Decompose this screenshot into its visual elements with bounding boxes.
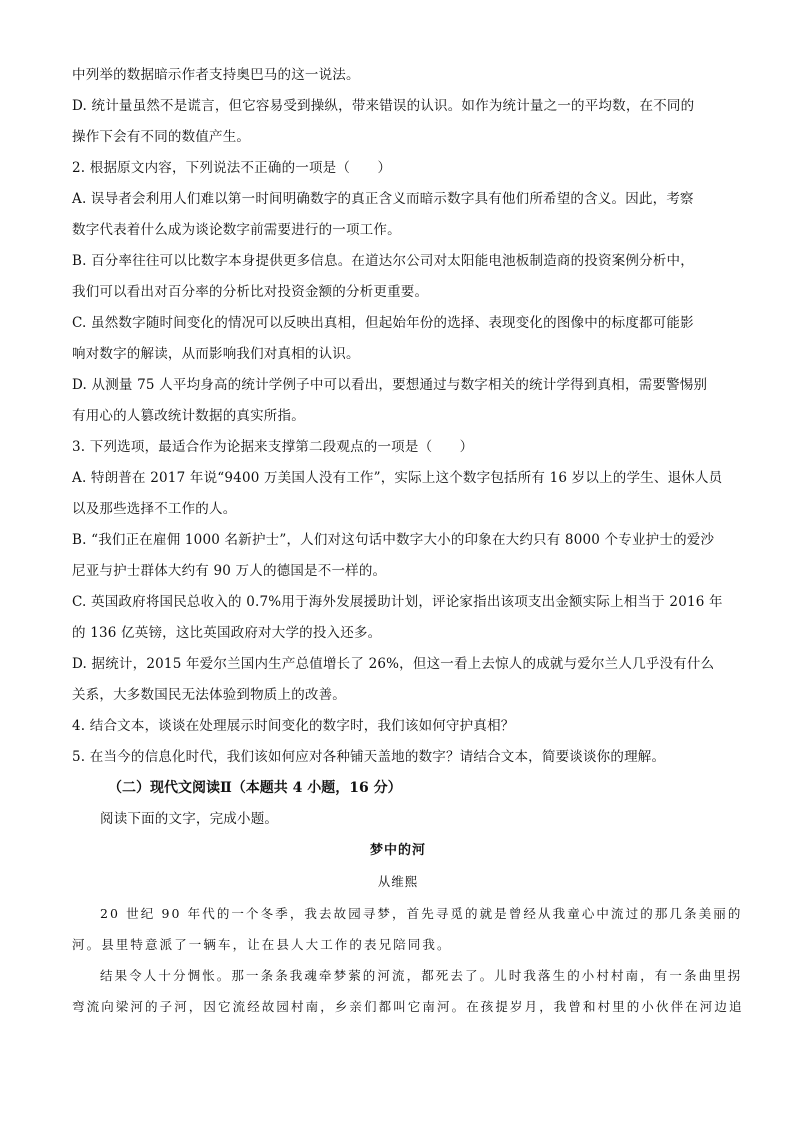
question-5: 5. 在当今的信息化时代，我们该如何应对各种铺天盖地的数字？请结合文本，简要谈谈你的理解。 [72, 749, 666, 765]
option-b-line: B. 百分率往往可以比数字本身提供更多信息。在道达尔公司对太阳能电池板制造商的投资案例分析中， [72, 253, 694, 269]
text-line: 中列举的数据暗示作者支持奥巴马的这一说法。 [72, 67, 360, 83]
text-line: 我们可以看出对百分率的分析比对投资金额的分析更重要。 [72, 284, 429, 300]
section-heading: （二）现代文阅读Ⅱ（本题共 4 小题，16 分） [108, 780, 402, 796]
text-line: 有用心的人篡改统计数据的真实所指。 [72, 408, 305, 424]
essay-author-row [72, 866, 724, 898]
text-line: 操作下会有不同的数值产生。 [72, 129, 251, 145]
option-a-line: A. 特朗普在 2017 年说“9400 万美国人没有工作”，实际上这个数字包括所有 16 岁以上的学生、退休人员 [72, 470, 723, 486]
text-line: 的 136 亿英镑，这比英国政府对大学的投入还多。 [72, 625, 382, 641]
text-line: 尼亚与护士群体大约有 90 万人的德国是不一样的。 [72, 563, 387, 579]
option-b-line: B. “我们正在雇佣 1000 名新护士”，人们对这句话中数字大小的印象在大约只有 8000 个专业护士的爱沙 [72, 532, 715, 548]
essay-paragraph-line: 弯流向梁河的子河，因它流经故园村南，乡亲们都叫它南河。在孩提岁月，我曾和村里的小伙伴在河边追 [72, 999, 744, 1014]
option-d-line: D. 据统计，2015 年爱尔兰国内生产总值增长了 26%，但这一看上去惊人的成就与爱尔兰人几乎没有什么 [72, 656, 715, 672]
document-page [72, 60, 744, 1022]
question-4: 4. 结合文本，谈谈在处理展示时间变化的数字时，我们该如何守护真相？ [72, 718, 515, 734]
option-c-line: C. 虽然数字随时间变化的情况可以反映出真相，但起始年份的选择、表现变化的图像中的标度都可能影 [72, 315, 694, 331]
essay-title: 梦中的河 [369, 843, 426, 858]
text-line: 数字代表着什么成为谈论数字前需要进行的一项工作。 [72, 222, 401, 238]
question-2: 2. 根据原文内容，下列说法不正确的一项是（ ） [72, 160, 392, 176]
essay-author: 从维熙 [377, 874, 419, 889]
option-c-line: C. 英国政府将国民总收入的 0.7%用于海外发展援助计划，评论家指出该项支出金额实际上相当于 2016 年 [72, 594, 723, 610]
text-line: 响对数字的解读，从而影响我们对真相的认识。 [72, 346, 360, 362]
essay-paragraph-line: 结果令人十分惆怅。那一条条我魂牵梦萦的河流，都死去了。儿时我落生的小村村南，有一条曲里拐 [100, 968, 743, 983]
option-d-line: D. 从测量 75 人平均身高的统计学例子中可以看出，要想通过与数字相关的统计学得到真相，需要警惕别 [72, 377, 708, 393]
essay-paragraph-line: 河。县里特意派了一辆车，让在县人大工作的表兄陪同我。 [72, 937, 452, 952]
option-a-line: A. 误导者会利用人们难以第一时间明确数字的真正含义而暗示数字具有他们所希望的含义。因此，考察 [72, 191, 694, 207]
section-2 [72, 773, 744, 1022]
essay-paragraph-line: 20 世纪 90 年代的一个冬季，我去故园寻梦，首先寻觅的就是曾经从我童心中流过的那几条美丽的 [100, 906, 743, 921]
question-3: 3. 下列选项，最适合作为论据来支撑第二段观点的一项是（ ） [72, 439, 474, 455]
option-d-line: D. 统计量虽然不是谎言，但它容易受到操纵，带来错误的认识。如作为统计量之一的平均数，在不同的 [72, 98, 695, 114]
reading-instruction: 阅读下面的文字，完成小题。 [100, 811, 279, 827]
question-block [72, 60, 724, 773]
text-line: 关系，大多数国民无法体验到物质上的改善。 [72, 687, 346, 703]
essay-title-row [72, 835, 724, 866]
text-line: 以及那些选择不工作的人。 [72, 501, 237, 517]
